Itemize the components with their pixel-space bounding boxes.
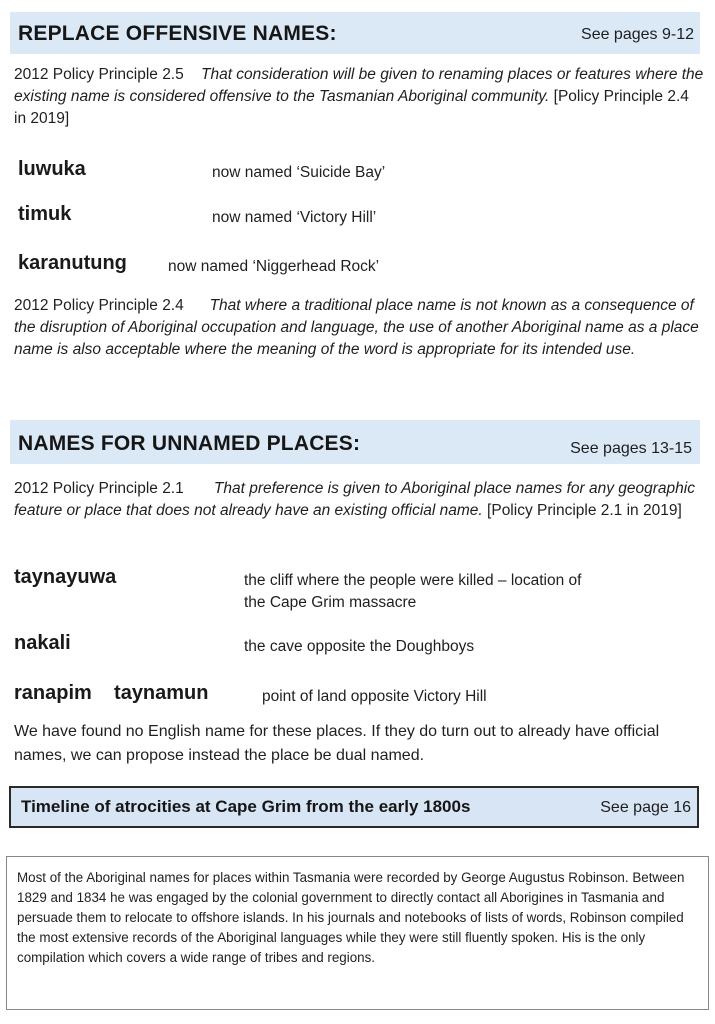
policy-principle-paragraph — [14, 295, 706, 361]
policy-principle-note: [Policy Principle 2.4 in 2019] — [14, 88, 689, 127]
section-header-names-for-unnamed-places — [10, 420, 700, 464]
see-pages-reference: See pages 9-12 — [581, 26, 694, 43]
policy-principle-text: That where a traditional place name is not known as a consequence of the disruption of Aboriginal occupation and language, the use of another Aboriginal name as a place name is also acceptable where the meaning of the word is appropriate for its intended use. — [14, 297, 699, 358]
place-meaning — [244, 570, 704, 614]
place-name: karanutung — [18, 252, 127, 274]
place-name: nakali — [14, 632, 71, 654]
policy-principle-paragraph — [14, 478, 704, 522]
policy-principle-note: [Policy Principle 2.1 in 2019] — [487, 502, 682, 519]
place-name: taynayuwa — [14, 566, 117, 588]
policy-principle-paragraph — [14, 64, 704, 130]
timeline-banner — [9, 786, 699, 828]
section-title: REPLACE OFFENSIVE NAMES: — [18, 22, 337, 45]
policy-principle-label: 2012 Policy Principle 2.4 — [14, 297, 184, 314]
timeline-title: Timeline of atrocities at Cape Grim from the early 1800s — [21, 797, 471, 816]
footnote-text: Most of the Aboriginal names for places within Tasmania were recorded by George Augustus Robinson. Between 1829 and 1834 he was engaged by the colonial government to directly contact all Aborigines in Tasmania and persuade them to relocate to offshore islands. In his journals and notebooks of lists of words, Robinson compiled the most extensive records of the Aboriginal languages while they were still fluently spoken. His is the only compilation which covers a wide range of tribes and regions. — [17, 870, 685, 965]
section-title: NAMES FOR UNNAMED PLACES: — [18, 432, 361, 455]
place-name: luwuka — [18, 158, 86, 180]
place-meaning: now named ‘Suicide Bay’ — [212, 164, 386, 181]
place-name: ranapim taynamun — [14, 682, 209, 704]
see-pages-reference: See pages 13-15 — [570, 440, 692, 457]
place-meaning: now named ‘Victory Hill’ — [212, 209, 377, 226]
policy-principle-text: That consideration will be given to renaming places or features where the existing name is considered offensive to the Tasmanian Aboriginal community. — [14, 66, 704, 105]
policy-principle-text: That preference is given to Aboriginal place names for any geographic feature or place that does not already have an existing official name. — [14, 480, 695, 519]
policy-principle-label: 2012 Policy Principle 2.1 — [14, 480, 184, 497]
section-header-replace-offensive-names — [10, 12, 700, 54]
place-meaning-line: the cliff where the people were killed – location of — [244, 572, 582, 589]
unnamed-places-note: We have found no English name for these places. If they do turn out to already have official names, we can propose instead the place be dual named. — [14, 723, 660, 764]
place-meaning: now named ‘Niggerhead Rock’ — [168, 258, 380, 275]
robinson-footnote-box — [6, 856, 709, 1010]
place-name: timuk — [18, 203, 72, 225]
place-meaning: point of land opposite Victory Hill — [262, 688, 487, 705]
place-meaning-line: the Cape Grim massacre — [244, 594, 417, 611]
place-meaning: the cave opposite the Doughboys — [244, 638, 475, 655]
policy-principle-label: 2012 Policy Principle 2.5 — [14, 66, 184, 83]
see-pages-reference: See page 16 — [600, 799, 691, 816]
